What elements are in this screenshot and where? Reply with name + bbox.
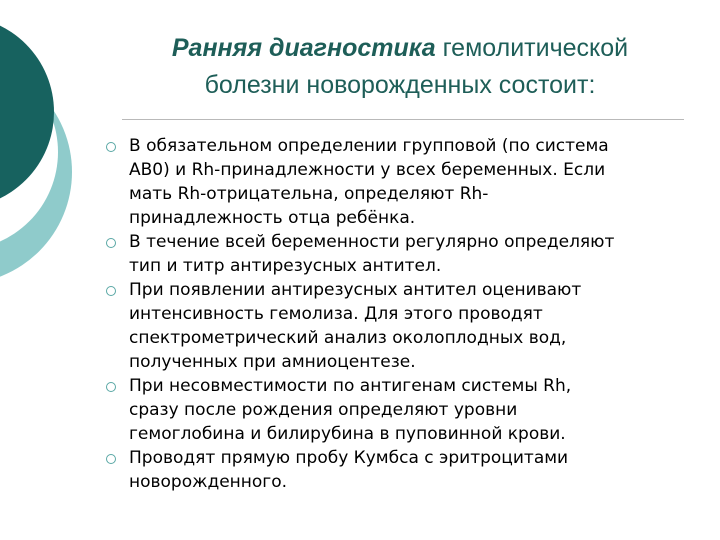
list-item-line: АВ0) и Rh-принадлежности у всех беременных. Если — [129, 160, 606, 180]
list-item-line: сразу после рождения определяют уровни — [129, 400, 518, 420]
hollow-circle-bullet-icon — [106, 454, 116, 464]
hollow-circle-bullet-icon — [106, 286, 116, 296]
hollow-circle-bullet-icon — [106, 238, 116, 248]
list-item-line: Проводят прямую пробу Кумбса с эритроцитами — [129, 448, 569, 468]
hollow-circle-bullet-icon — [106, 382, 116, 392]
list-item-line: При несовместимости по антигенам системы Rh, — [129, 376, 572, 396]
list-item-line: принадлежность отца ребёнка. — [129, 208, 416, 228]
bullet-list — [104, 134, 718, 494]
list-item — [104, 374, 718, 446]
title-divider — [122, 119, 684, 120]
list-item — [104, 230, 718, 278]
list-item-line: В течение всей беременности регулярно определяют — [129, 232, 615, 252]
list-item — [104, 278, 718, 374]
slide-title — [100, 30, 700, 104]
list-item — [104, 134, 718, 230]
hollow-circle-bullet-icon — [106, 142, 116, 152]
list-item-line: мать Rh-отрицательна, определяют Rh- — [129, 184, 489, 204]
list-item-line: новорожденного. — [129, 472, 288, 492]
title-emphasis: Ранняя диагностика — [171, 34, 436, 62]
list-item-line: тип и титр антирезусных антител. — [129, 256, 442, 276]
list-item — [104, 446, 718, 494]
title-line-1-rest: гемолитической — [435, 34, 629, 62]
list-item-line: При появлении антирезусных антител оценивают — [129, 280, 582, 300]
list-item-line: полученных при амниоцентезе. — [129, 352, 416, 372]
list-item-line: гемоглобина и билирубина в пуповинной крови. — [129, 424, 566, 444]
list-item-line: спектрометрический анализ околоплодных вод, — [129, 328, 567, 348]
list-item-line: В обязательном определении групповой (по система — [129, 136, 609, 156]
list-item-line: интенсивность гемолиза. Для этого проводят — [129, 304, 543, 324]
title-line-2: болезни новорожденных состоит: — [204, 71, 596, 99]
title-line-1 — [100, 30, 700, 67]
